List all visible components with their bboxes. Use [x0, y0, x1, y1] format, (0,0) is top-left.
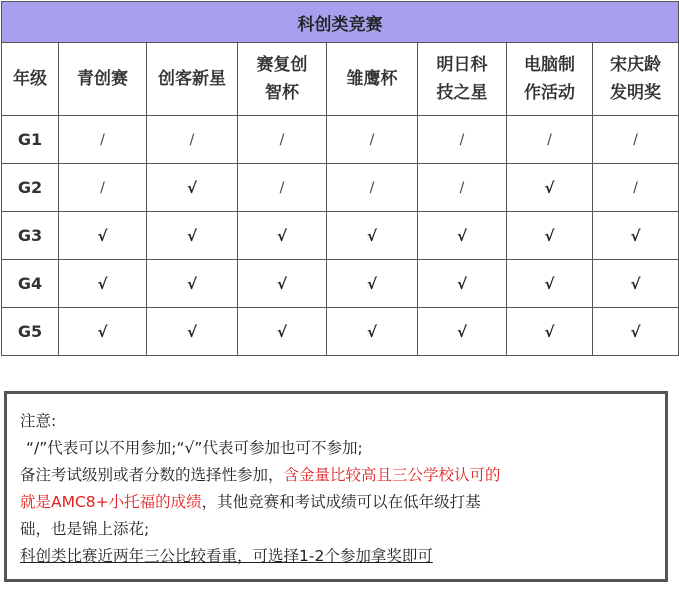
column-header: [418, 43, 507, 116]
note-line-amc: [20, 489, 665, 516]
table-row: [2, 164, 679, 212]
column-header: [593, 43, 679, 116]
column-header: [238, 43, 327, 116]
column-header-line: 作活动: [524, 83, 575, 103]
column-header-line: 智杯: [265, 83, 299, 103]
participation-mark: √: [507, 260, 593, 308]
grade-level: G3: [2, 212, 59, 260]
table-row: [2, 212, 679, 260]
header-row: [2, 43, 679, 116]
participation-mark: /: [327, 116, 418, 164]
participation-mark: √: [507, 212, 593, 260]
participation-mark: √: [238, 212, 327, 260]
participation-mark: /: [418, 164, 507, 212]
participation-mark: √: [147, 164, 238, 212]
column-header-line: 发明奖: [610, 83, 661, 103]
participation-mark: √: [327, 308, 418, 356]
column-header-line: 赛复创: [256, 55, 308, 75]
participation-mark: √: [593, 308, 679, 356]
participation-mark: √: [507, 308, 593, 356]
column-header: [507, 43, 593, 116]
note-line-summary: 科创类比赛近两年三公比较看重，可选择1-2个参加拿奖即可: [20, 547, 433, 565]
participation-mark: √: [418, 260, 507, 308]
column-header-line: 技之星: [436, 83, 488, 103]
table-row: [2, 116, 679, 164]
table-body: [2, 116, 679, 356]
column-header-line: 明日科: [436, 55, 488, 75]
note-amc-suffix: ，其他竞赛和考试成绩可以在低年级打基: [201, 493, 481, 511]
column-header: [59, 43, 147, 116]
column-header: [147, 43, 238, 116]
participation-mark: √: [418, 212, 507, 260]
note-remark-prefix: 备注考试级别或者分数的选择性参加，: [20, 466, 284, 484]
participation-mark: √: [327, 212, 418, 260]
participation-mark: /: [238, 164, 327, 212]
column-header: [2, 43, 59, 116]
participation-mark: √: [593, 260, 679, 308]
participation-mark: /: [593, 116, 679, 164]
participation-mark: /: [593, 164, 679, 212]
participation-mark: /: [147, 116, 238, 164]
participation-mark: √: [507, 164, 593, 212]
note-line-bonus: 础，也是锦上添花;: [20, 520, 150, 538]
participation-mark: /: [59, 164, 147, 212]
participation-mark: √: [59, 308, 147, 356]
participation-mark: √: [147, 260, 238, 308]
participation-mark: /: [507, 116, 593, 164]
note-line-legend: “/”代表可以不用参加;“√”代表可参加也可不参加;: [26, 439, 363, 457]
participation-mark: √: [147, 308, 238, 356]
column-header-line: 雏鹰杯: [346, 69, 398, 89]
grade-level: G1: [2, 116, 59, 164]
grade-level: G2: [2, 164, 59, 212]
table-row: [2, 308, 679, 356]
participation-mark: /: [327, 164, 418, 212]
competition-table: [1, 1, 679, 356]
participation-mark: √: [59, 260, 147, 308]
table-row: [2, 260, 679, 308]
column-header-line: 宋庆龄: [610, 55, 661, 75]
column-header-line: 年级: [13, 69, 47, 89]
note-box: [4, 391, 668, 582]
note-line-remark: [20, 462, 665, 489]
note-remark-highlight: 含金量比较高且三公学校认可的: [283, 466, 501, 484]
participation-mark: √: [418, 308, 507, 356]
participation-mark: /: [418, 116, 507, 164]
participation-mark: √: [147, 212, 238, 260]
participation-mark: √: [593, 212, 679, 260]
column-header-line: 青创赛: [77, 69, 128, 89]
grade-level: G5: [2, 308, 59, 356]
note-amc-highlight: 就是AMC8+小托福的成绩: [20, 493, 202, 511]
column-header-line: 创客新星: [158, 69, 226, 89]
participation-mark: /: [59, 116, 147, 164]
note-heading: 注意:: [20, 412, 57, 430]
table-title: 科创类竞赛: [2, 2, 679, 43]
participation-mark: √: [238, 308, 327, 356]
participation-mark: /: [238, 116, 327, 164]
column-header: [327, 43, 418, 116]
participation-mark: √: [238, 260, 327, 308]
participation-mark: √: [327, 260, 418, 308]
column-header-line: 电脑制: [524, 55, 575, 75]
participation-mark: √: [59, 212, 147, 260]
grade-level: G4: [2, 260, 59, 308]
